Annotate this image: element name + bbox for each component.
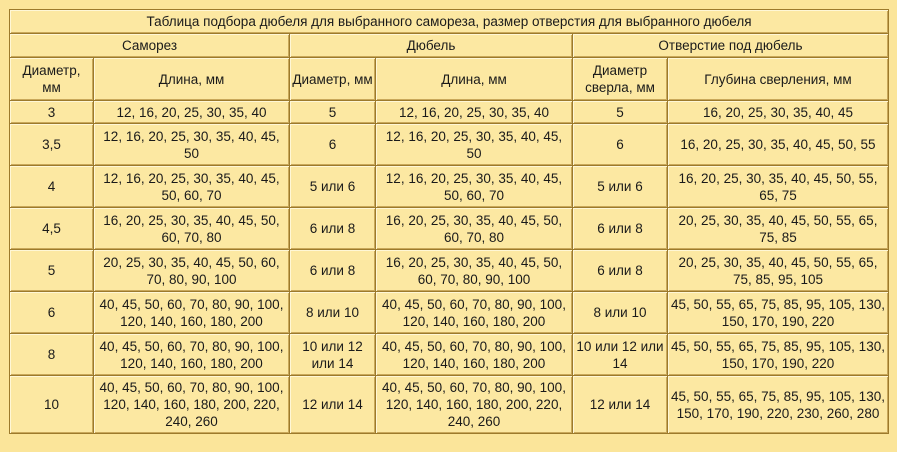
table-title: Таблица подбора дюбеля для выбранного самореза, размер отверстия для выбранного дюбеля — [10, 10, 889, 34]
cell-drill-diameter: 6 или 8 — [573, 250, 668, 292]
cell-dowel-length: 12, 16, 20, 25, 30, 35, 40, 45, 50 — [376, 124, 573, 166]
cell-screw-diameter: 8 — [10, 334, 94, 376]
cell-dowel-length: 40, 45, 50, 60, 70, 80, 90, 100, 120, 140, 160, 180, 200, 220, 240, 260 — [376, 376, 573, 434]
group-header-hole: Отверстие под дюбель — [573, 34, 889, 58]
cell-screw-diameter: 3 — [10, 101, 94, 124]
cell-dowel-diameter: 5 или 6 — [290, 166, 376, 208]
cell-screw-length: 12, 16, 20, 25, 30, 35, 40, 45, 50 — [94, 124, 290, 166]
cell-screw-length: 40, 45, 50, 60, 70, 80, 90, 100, 120, 140, 160, 180, 200 — [94, 292, 290, 334]
cell-drill-depth: 16, 20, 25, 30, 35, 40, 45, 50, 55 — [668, 124, 889, 166]
cell-drill-depth: 45, 50, 55, 65, 75, 85, 95, 105, 130, 150, 170, 190, 220, 230, 260, 280 — [668, 376, 889, 434]
cell-dowel-diameter: 6 или 8 — [290, 250, 376, 292]
column-header-dowel-diameter: Диаметр, мм — [290, 58, 376, 101]
cell-screw-diameter: 5 — [10, 250, 94, 292]
column-header-dowel-length: Длина, мм — [376, 58, 573, 101]
cell-screw-diameter: 10 — [10, 376, 94, 434]
cell-drill-depth: 45, 50, 55, 65, 75, 85, 95, 105, 130, 150, 170, 190, 220 — [668, 334, 889, 376]
cell-screw-length: 12, 16, 20, 25, 30, 35, 40, 45, 50, 60, 70 — [94, 166, 290, 208]
cell-screw-length: 40, 45, 50, 60, 70, 80, 90, 100, 120, 140, 160, 180, 200 — [94, 334, 290, 376]
cell-screw-diameter: 6 — [10, 292, 94, 334]
cell-dowel-diameter: 8 или 10 — [290, 292, 376, 334]
column-header-drill-depth: Глубина сверления, мм — [668, 58, 889, 101]
cell-drill-depth: 16, 20, 25, 30, 35, 40, 45, 50, 55, 65, 75 — [668, 166, 889, 208]
cell-screw-length: 12, 16, 20, 25, 30, 35, 40 — [94, 101, 290, 124]
cell-drill-depth: 20, 25, 30, 35, 40, 45, 50, 55, 65, 75, 85 — [668, 208, 889, 250]
cell-drill-diameter: 5 или 6 — [573, 166, 668, 208]
table-row — [10, 376, 889, 434]
cell-screw-length: 20, 25, 30, 35, 40, 45, 50, 60, 70, 80, 90, 100 — [94, 250, 290, 292]
table-row — [10, 208, 889, 250]
cell-drill-diameter: 6 или 8 — [573, 208, 668, 250]
group-header-screw: Саморез — [10, 34, 290, 58]
cell-drill-depth: 20, 25, 30, 35, 40, 45, 50, 55, 65, 75, 85, 95, 105 — [668, 250, 889, 292]
column-header-screw-length: Длина, мм — [94, 58, 290, 101]
cell-dowel-diameter: 6 или 8 — [290, 208, 376, 250]
group-header-dowel: Дюбель — [290, 34, 573, 58]
cell-screw-length: 16, 20, 25, 30, 35, 40, 45, 50, 60, 70, 80 — [94, 208, 290, 250]
table-row — [10, 101, 889, 124]
cell-drill-depth: 45, 50, 55, 65, 75, 85, 95, 105, 130, 150, 170, 190, 220 — [668, 292, 889, 334]
cell-drill-diameter: 12 или 14 — [573, 376, 668, 434]
cell-dowel-length: 16, 20, 25, 30, 35, 40, 45, 50, 60, 70, 80 — [376, 208, 573, 250]
cell-dowel-length: 12, 16, 20, 25, 30, 35, 40 — [376, 101, 573, 124]
cell-dowel-diameter: 6 — [290, 124, 376, 166]
column-header-screw-diameter: Диаметр, мм — [10, 58, 94, 101]
cell-dowel-length: 12, 16, 20, 25, 30, 35, 40, 45, 50, 60, 70 — [376, 166, 573, 208]
cell-drill-diameter: 5 — [573, 101, 668, 124]
cell-drill-diameter: 6 — [573, 124, 668, 166]
cell-drill-diameter: 10 или 12 или 14 — [573, 334, 668, 376]
dowel-selection-table-frame — [9, 9, 888, 434]
dowel-selection-table — [9, 9, 889, 434]
cell-dowel-diameter: 10 или 12 или 14 — [290, 334, 376, 376]
cell-screw-diameter: 4 — [10, 166, 94, 208]
cell-drill-diameter: 8 или 10 — [573, 292, 668, 334]
table-row — [10, 334, 889, 376]
cell-screw-diameter: 3,5 — [10, 124, 94, 166]
cell-dowel-length: 16, 20, 25, 30, 35, 40, 45, 50, 60, 70, 80, 90, 100 — [376, 250, 573, 292]
table-row — [10, 250, 889, 292]
cell-screw-diameter: 4,5 — [10, 208, 94, 250]
cell-dowel-length: 40, 45, 50, 60, 70, 80, 90, 100, 120, 140, 160, 180, 200 — [376, 292, 573, 334]
cell-dowel-length: 40, 45, 50, 60, 70, 80, 90, 100, 120, 140, 160, 180, 200 — [376, 334, 573, 376]
column-header-drill-diameter: Диаметр сверла, мм — [573, 58, 668, 101]
table-row — [10, 124, 889, 166]
table-row — [10, 292, 889, 334]
cell-screw-length: 40, 45, 50, 60, 70, 80, 90, 100, 120, 140, 160, 180, 200, 220, 240, 260 — [94, 376, 290, 434]
cell-drill-depth: 16, 20, 25, 30, 35, 40, 45 — [668, 101, 889, 124]
cell-dowel-diameter: 12 или 14 — [290, 376, 376, 434]
cell-dowel-diameter: 5 — [290, 101, 376, 124]
table-row — [10, 166, 889, 208]
